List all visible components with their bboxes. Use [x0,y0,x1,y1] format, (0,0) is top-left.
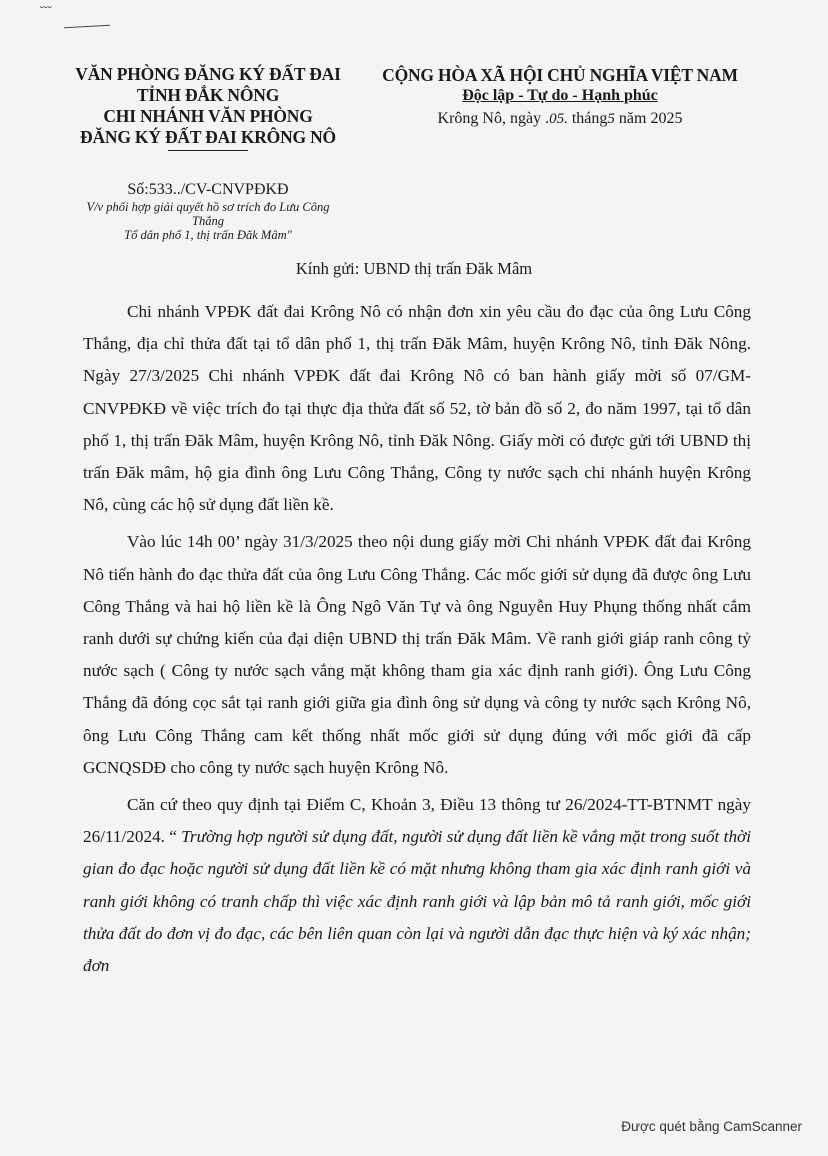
date-year: năm 2025 [614,110,683,127]
document-number: Số:533../CV-CNVPĐKĐ [127,181,289,198]
letter-body [83,296,751,982]
recipient-line: Kính gửi: UBND thị trấn Đăk Mâm [295,259,533,278]
agency-line-2: TỈNH ĐẮK NÔNG [136,85,280,105]
agency-line-3: CHI NHÁNH VĂN PHÒNG [103,106,313,126]
body-paragraph-1: Chi nhánh VPĐK đất đai Krông Nô có nhận đơn xin yêu cầu đo đạc của ông Lưu Công Thắng, địa chỉ thửa đất tại tổ dân phố 1, thị trấn Đăk Mâm, huyện Krông Nô, tỉnh Đăk Nông. Ngày 27/3/2025 Chi nhánh VPĐK đất đai Krông Nô có ban hành giấy mời số 07/GM-CNVPĐKĐ về việc trích đo tại thực địa thửa đất số 52, tờ bản đồ số 2, đo năm 1997, tại tổ dân phố 1, thị trấn Đăk Mâm, huyện Krông Nô, tỉnh Đăk Nông. Giấy mời có được gửi tới UBND thị trấn Đăk mâm, hộ gia đình ông Lưu Công Thắng, Công ty nước sạch chi nhánh huyện Krông Nô, cùng các hộ sử dụng đất liền kề. [83,302,751,515]
document-number-block [58,180,358,242]
date-month-label: tháng [567,110,608,127]
body-paragraph-2: Vào lúc 14h 00’ ngày 31/3/2025 theo nội dung giấy mời Chi nhánh VPĐK đất đai Krông Nô tiến hành đo đạc thửa đất của ông Lưu Công Thắng. Các mốc giới sử dụng đã được ông Lưu Công Thắng và hai hộ liền kề là Ông Ngô Văn Tự và ông Nguyễn Huy Phụng thống nhất cắm ranh dưới sự chứng kiến của đại diện UBND thị trấn Đăk Mâm. Về ranh giới giáp ranh công tỷ nước sạch ( Công ty nước sạch vắng mặt không tham gia xác định ranh giới). Ông Lưu Công Thắng đã đóng cọc sắt tại ranh giới giữa gia đình ông sử dụng và công ty nước sạch Krông Nô, ông Lưu Công Thắng cam kết thống nhất mốc giới sử dụng đúng với mốc giới đã cấp GCNQSDĐ cho công ty nước sạch huyện Krông Nô. [83,532,751,777]
camscanner-watermark: Được quét bằng CamScanner [621,1119,802,1134]
agency-underline [168,150,248,151]
national-header [360,64,760,130]
national-motto: Độc lập - Tự do - Hạnh phúc [462,87,658,104]
legal-basis-text: Căn cứ theo quy định tại Điểm C, Khoản 3, Điều 13 thông tư 26/2024-TT-BTNMT ngày 26/11/2024. “ [83,795,751,847]
scan-artifact-line [64,25,110,28]
scan-edge-mark: ˘˘˘ [40,4,52,18]
nation-title: CỘNG HÒA XÃ HỘI CHỦ NGHĨA VIỆT NAM [382,65,738,85]
agency-line-4: ĐĂNG KÝ ĐẤT ĐAI KRÔNG NÔ [80,127,336,147]
subject-line-3: Tổ dân phố 1, thị trấn Đăk Mâm" [124,228,292,242]
body-paragraph-3 [83,789,751,982]
date-prefix: Krông Nô, ngày . [437,110,550,127]
date-day: 05. [549,111,568,127]
agency-line-1: VĂN PHÒNG ĐĂNG KÝ ĐẤT ĐAI [75,64,341,84]
subject-line-1: V/v phối hợp giải quyết hồ sơ trích đo Lưu Công [86,200,330,214]
agency-header [58,64,358,151]
legal-quote-text: Trường hợp người sử dụng đất, người sử dụng đất liền kề vắng mặt trong suốt thời gian đo đạc hoặc người sử dụng đất liền kề có mặt nhưng không tham gia xác định ranh giới và ranh giới không có tranh chấp thì việc xác định ranh giới và lập bản mô tả ranh giới, mốc giới thửa đất do đơn vị đo đạc, các bên liên quan còn lại và người dẫn đạc thực hiện và ký xác nhận; đơn [83,827,751,976]
document-date [360,108,760,130]
subject-line-2: Thắng [192,214,224,228]
date-month: 5 [607,111,615,127]
